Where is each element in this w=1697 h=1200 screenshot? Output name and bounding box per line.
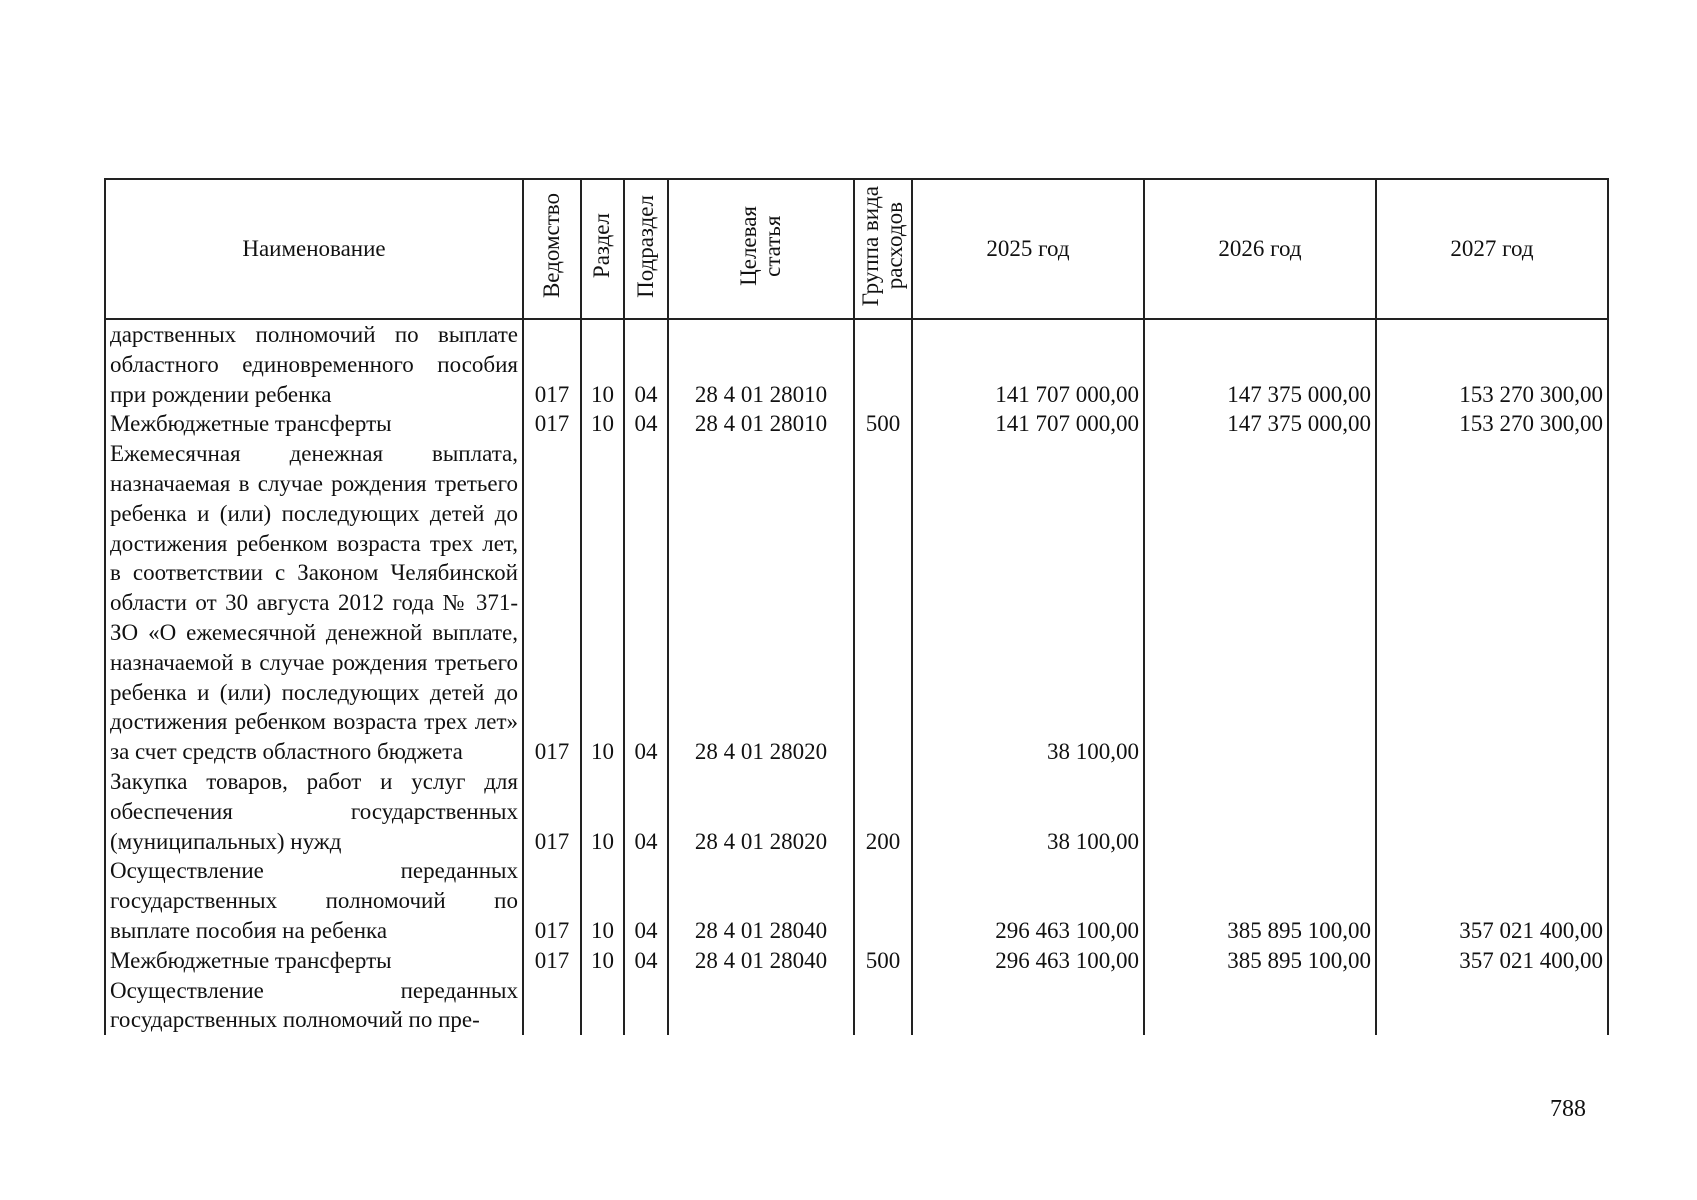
row-amount-2026 bbox=[1144, 976, 1376, 1036]
row-amount-2026 bbox=[1144, 439, 1376, 767]
row-amount-2026: 385 895 100,00 bbox=[1144, 946, 1376, 976]
row-group bbox=[854, 319, 912, 409]
row-amount-2027 bbox=[1376, 439, 1608, 767]
table-row bbox=[105, 767, 1608, 856]
page-number: 788 bbox=[1550, 1096, 1586, 1122]
row-vedomstvo bbox=[523, 976, 581, 1036]
row-podrazdel: 04 bbox=[624, 319, 668, 409]
row-vedomstvo: 017 bbox=[523, 767, 581, 856]
row-podrazdel: 04 bbox=[624, 946, 668, 976]
row-vedomstvo: 017 bbox=[523, 409, 581, 439]
row-vedomstvo: 017 bbox=[523, 946, 581, 976]
row-name: Ежемесячная денежная выплата, назначаемая в случае рождения третьего ребенка и (или) последующих детей до достижения ребенком возраста трех лет, в соответствии с Законом Челябинской области от 30 августа 2012 года № 371-ЗО «О ежемесячной денежной выплате, назначаемой в случае рождения третьего ребенка и (или) последующих детей до достижения ребенком возраста трех лет» за счет средств областного бюджета bbox=[105, 439, 523, 767]
row-amount-2026: 147 375 000,00 bbox=[1144, 319, 1376, 409]
row-razdel bbox=[581, 976, 624, 1036]
column-header-razdel: Раздел bbox=[581, 179, 624, 319]
table-row bbox=[105, 319, 1608, 409]
row-group: 200 bbox=[854, 767, 912, 856]
row-target: 28 4 01 28040 bbox=[668, 946, 854, 976]
row-name: дарственных полномочий по выплате областного единовременного пособия при рождении ребенка bbox=[105, 319, 523, 409]
row-amount-2026: 147 375 000,00 bbox=[1144, 409, 1376, 439]
table-row bbox=[105, 946, 1608, 976]
row-razdel: 10 bbox=[581, 856, 624, 945]
row-group: 500 bbox=[854, 946, 912, 976]
row-podrazdel: 04 bbox=[624, 767, 668, 856]
row-group bbox=[854, 976, 912, 1036]
row-group bbox=[854, 439, 912, 767]
row-group bbox=[854, 856, 912, 945]
row-target: 28 4 01 28040 bbox=[668, 856, 854, 945]
row-name: Осуществление переданных государственных полномочий по выплате пособия на ребенка bbox=[105, 856, 523, 945]
row-target: 28 4 01 28020 bbox=[668, 767, 854, 856]
row-amount-2025 bbox=[912, 976, 1144, 1036]
column-header-2027: 2027 год bbox=[1376, 179, 1608, 319]
row-podrazdel: 04 bbox=[624, 409, 668, 439]
row-amount-2027 bbox=[1376, 976, 1608, 1036]
row-razdel: 10 bbox=[581, 946, 624, 976]
row-razdel: 10 bbox=[581, 319, 624, 409]
column-header-name: Наименование bbox=[105, 179, 523, 319]
row-amount-2026: 385 895 100,00 bbox=[1144, 856, 1376, 945]
row-podrazdel: 04 bbox=[624, 856, 668, 945]
table-row bbox=[105, 409, 1608, 439]
row-razdel: 10 bbox=[581, 767, 624, 856]
row-razdel: 10 bbox=[581, 439, 624, 767]
row-name: Осуществление переданных государственных полномочий по пре- bbox=[105, 976, 523, 1036]
budget-table bbox=[104, 178, 1609, 1035]
table-row bbox=[105, 976, 1608, 1036]
row-target: 28 4 01 28020 bbox=[668, 439, 854, 767]
table-row bbox=[105, 439, 1608, 767]
row-amount-2027: 357 021 400,00 bbox=[1376, 856, 1608, 945]
column-header-vedomstvo: Ведомство bbox=[523, 179, 581, 319]
row-name: Межбюджетные трансферты bbox=[105, 946, 523, 976]
row-vedomstvo: 017 bbox=[523, 856, 581, 945]
row-amount-2025: 141 707 000,00 bbox=[912, 319, 1144, 409]
row-amount-2027: 153 270 300,00 bbox=[1376, 319, 1608, 409]
column-header-2026: 2026 год bbox=[1144, 179, 1376, 319]
row-amount-2025: 38 100,00 bbox=[912, 767, 1144, 856]
column-header-2025: 2025 год bbox=[912, 179, 1144, 319]
row-target: 28 4 01 28010 bbox=[668, 409, 854, 439]
row-podrazdel bbox=[624, 976, 668, 1036]
row-amount-2027: 153 270 300,00 bbox=[1376, 409, 1608, 439]
row-amount-2025: 296 463 100,00 bbox=[912, 856, 1144, 945]
row-amount-2025: 296 463 100,00 bbox=[912, 946, 1144, 976]
row-group: 500 bbox=[854, 409, 912, 439]
row-amount-2026 bbox=[1144, 767, 1376, 856]
row-amount-2027: 357 021 400,00 bbox=[1376, 946, 1608, 976]
row-amount-2027 bbox=[1376, 767, 1608, 856]
row-vedomstvo: 017 bbox=[523, 439, 581, 767]
header-row bbox=[105, 179, 1608, 319]
column-header-podrazdel: Подраздел bbox=[624, 179, 668, 319]
column-header-group: Группа вида расходов bbox=[854, 179, 912, 319]
row-razdel: 10 bbox=[581, 409, 624, 439]
row-amount-2025: 141 707 000,00 bbox=[912, 409, 1144, 439]
row-podrazdel: 04 bbox=[624, 439, 668, 767]
row-vedomstvo: 017 bbox=[523, 319, 581, 409]
row-name: Закупка товаров, работ и услуг для обеспечения государственных (муниципальных) нужд bbox=[105, 767, 523, 856]
table-row bbox=[105, 856, 1608, 945]
row-target bbox=[668, 976, 854, 1036]
row-amount-2025: 38 100,00 bbox=[912, 439, 1144, 767]
row-target: 28 4 01 28010 bbox=[668, 319, 854, 409]
row-name: Межбюджетные трансферты bbox=[105, 409, 523, 439]
column-header-target: Целевая статья bbox=[668, 179, 854, 319]
